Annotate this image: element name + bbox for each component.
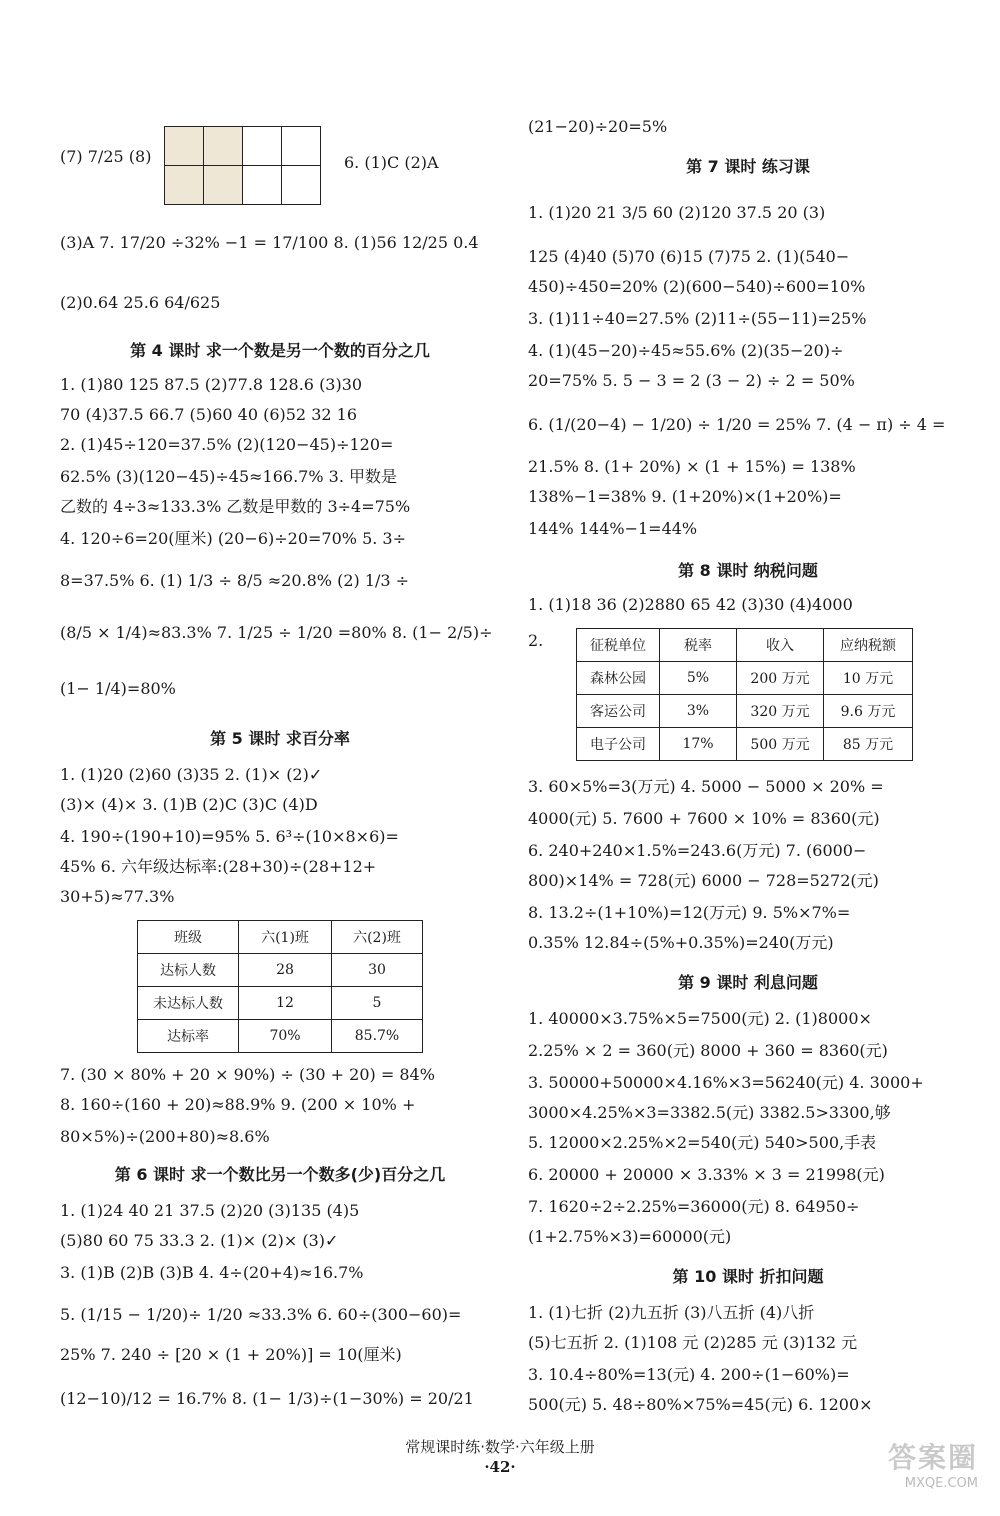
table-row	[138, 987, 423, 1020]
book-title: 常规课时练·数学·六年级上册	[405, 1438, 595, 1456]
answer-line: 1. (1)24 40 21 37.5 (2)20 (3)135 (4)5	[60, 1201, 360, 1220]
table-cell: 达标率	[138, 1020, 239, 1053]
table-cell: 5%	[660, 662, 737, 695]
answer-line: 4000(元) 5. 7600 + 7600 × 10% = 8360(元)	[528, 809, 880, 828]
answer-line: 7. (30 × 80% + 20 × 90%) ÷ (30 + 20) = 84%	[60, 1065, 435, 1084]
fraction-grid	[164, 126, 321, 205]
answer-line: 4. 190÷(190+10)=95% 5. 6³÷(10×8×6)=	[60, 827, 399, 846]
page-number: ·42·	[484, 1458, 516, 1476]
answer-line: 3. 50000+50000×4.16%×3=56240(元) 4. 3000+	[528, 1073, 924, 1092]
answer-line: 乙数的 4÷3≈133.3% 乙数是甲数的 3÷4=75%	[60, 497, 411, 516]
answer-line: 1. (1)20 21 3/5 60 (2)120 37.5 20 (3)	[528, 203, 826, 222]
answer-line: (3)A 7. 17/20 ÷32% −1 = 17/100 8. (1)56 12/25 0.4	[60, 233, 479, 252]
answer-line: 8=37.5% 6. (1) 1/3 ÷ 8/5 ≈20.8% (2) 1/3 ÷	[60, 571, 410, 590]
table-cell: 30	[332, 954, 423, 987]
table-cell: 森林公园	[577, 662, 660, 695]
answer-line: 6. 240+240×1.5%=243.6(万元) 7. (6000−	[528, 841, 867, 860]
answer-line: 2. (1)45÷120=37.5% (2)(120−45)÷120=	[60, 435, 394, 454]
table-cell: 320 万元	[737, 695, 824, 728]
answer-line: 6. 20000 + 20000 × 3.33% × 3 = 21998(元)	[528, 1165, 885, 1184]
answer-line: 1. (1)20 (2)60 (3)35 2. (1)× (2)✓	[60, 765, 323, 784]
answer-line: (8/5 × 1/4)≈83.3% 7. 1/25 ÷ 1/20 =80% 8. (1− 2/5)÷	[60, 623, 493, 642]
section-title-4: 第 4 课时 求一个数是另一个数的百分之几	[130, 341, 430, 360]
answer-line: 8. 160÷(160 + 20)≈88.9% 9. (200 × 10% +	[60, 1095, 416, 1114]
answer-line: 6. (1/(20−4) − 1/20) ÷ 1/20 = 25% 7. (4 − π) ÷ 4 =	[528, 415, 946, 434]
answer-line: 80×5%)÷(200+80)≈8.6%	[60, 1127, 270, 1146]
answer-line: 0.35% 12.84÷(5%+0.35%)=240(万元)	[528, 933, 834, 952]
table-cell: 未达标人数	[138, 987, 239, 1020]
answer-line: 8. 13.2÷(1+10%)=12(万元) 9. 5%×7%=	[528, 903, 851, 922]
answer-line: 4. (1)(45−20)÷45≈55.6% (2)(35−20)÷	[528, 341, 844, 360]
answer-line: 2.	[528, 631, 544, 650]
answer-line: (5)80 60 75 33.3 2. (1)× (2)× (3)✓	[60, 1231, 339, 1250]
answer-line: 3. 10.4÷80%=13(元) 4. 200÷(1−60%)=	[528, 1365, 850, 1384]
table-cell: 电子公司	[577, 728, 660, 761]
table-cell: 班级	[138, 921, 239, 954]
answer-line: 2.25% × 2 = 360(元) 8000 + 360 = 8360(元)	[528, 1041, 888, 1060]
table-row	[577, 662, 913, 695]
table-row	[577, 695, 913, 728]
answer-line: 125 (4)40 (5)70 (6)15 (7)75 2. (1)(540−	[528, 247, 850, 266]
answer-line: 5. (1/15 − 1/20)÷ 1/20 ≈33.3% 6. 60÷(300−60)=	[60, 1305, 462, 1324]
answer-line: 144% 144%−1=44%	[528, 519, 698, 538]
answer-line: 450)÷450=20% (2)(600−540)÷600=10%	[528, 277, 866, 296]
watermark-site: MXQE.COM	[904, 1476, 978, 1491]
answer-line: 1. 40000×3.75%×5=7500(元) 2. (1)8000×	[528, 1009, 872, 1028]
answer-line: (2)0.64 25.6 64/625	[60, 293, 221, 312]
table-cell: 500 万元	[737, 728, 824, 761]
answer-line: 21.5% 8. (1+ 20%) × (1 + 15%) = 138%	[528, 457, 856, 476]
answer-line: 7. 1620÷2÷2.25%=36000(元) 8. 64950÷	[528, 1197, 860, 1216]
section-title-6: 第 6 课时 求一个数比另一个数多(少)百分之几	[114, 1165, 446, 1184]
section-title-5: 第 5 课时 求百分率	[210, 729, 350, 748]
answer-line: 30+5)≈77.3%	[60, 887, 175, 906]
table-cell: 征税单位	[577, 629, 660, 662]
answer-line: 138%−1=38% 9. (1+20%)×(1+20%)=	[528, 487, 842, 506]
table-row	[577, 728, 913, 761]
section-title-7: 第 7 课时 练习课	[686, 157, 810, 176]
answer-line: 4. 120÷6=20(厘米) (20−6)÷20=70% 5. 3÷	[60, 529, 407, 548]
table-cell: 5	[332, 987, 423, 1020]
answer-line: 1. (1)18 36 (2)2880 65 42 (3)30 (4)4000	[528, 595, 853, 614]
answer-line: (1− 1/4)=80%	[60, 679, 176, 698]
table-cell: 28	[239, 954, 332, 987]
answer-line: 800)×14% = 728(元) 6000 − 728=5272(元)	[528, 871, 879, 890]
table-cell: 10 万元	[824, 662, 913, 695]
answer-line: (7) 7/25 (8)	[60, 147, 152, 166]
section-title-8: 第 8 课时 纳税问题	[678, 561, 818, 580]
table-cell: 9.6 万元	[824, 695, 913, 728]
answer-line: 6. (1)C (2)A	[344, 153, 439, 172]
table-cell: 达标人数	[138, 954, 239, 987]
table-cell: 应纳税额	[824, 629, 913, 662]
answer-line: 1. (1)七折 (2)九五折 (3)八五折 (4)八折	[528, 1303, 815, 1322]
answer-line: 45% 6. 六年级达标率:(28+30)÷(28+12+	[60, 857, 377, 876]
answer-line: 3. (1)11÷40=27.5% (2)11÷(55−11)=25%	[528, 309, 867, 328]
answer-line: (12−10)/12 = 16.7% 8. (1− 1/3)÷(1−30%) = 20/21	[60, 1389, 474, 1408]
answer-line: 3. 60×5%=3(万元) 4. 5000 − 5000 × 20% =	[528, 777, 884, 796]
answer-line: 500(元) 5. 48÷80%×75%=45(元) 6. 1200×	[528, 1395, 873, 1414]
section-title-9: 第 9 课时 利息问题	[678, 973, 818, 992]
table-row	[577, 629, 913, 662]
answer-line: 3. (1)B (2)B (3)B 4. 4÷(20+4)≈16.7%	[60, 1263, 364, 1282]
watermark-logo	[838, 1436, 978, 1498]
watermark-text: 答案圈	[887, 1441, 978, 1474]
table-cell: 六(1)班	[239, 921, 332, 954]
table-cell: 200 万元	[737, 662, 824, 695]
table-cell: 3%	[660, 695, 737, 728]
table-row	[138, 954, 423, 987]
table-cell: 税率	[660, 629, 737, 662]
table-row	[138, 921, 423, 954]
table-cell: 85 万元	[824, 728, 913, 761]
answer-line: 25% 7. 240 ÷ [20 × (1 + 20%)] = 10(厘米)	[60, 1345, 402, 1364]
answer-line: (3)× (4)× 3. (1)B (2)C (3)C (4)D	[60, 795, 318, 814]
answer-line: 62.5% (3)(120−45)÷45≈166.7% 3. 甲数是	[60, 467, 397, 486]
answer-line: (21−20)÷20=5%	[528, 117, 668, 136]
table-cell: 70%	[239, 1020, 332, 1053]
answer-line: 1. (1)80 125 87.5 (2)77.8 128.6 (3)30	[60, 375, 363, 394]
table-cell: 17%	[660, 728, 737, 761]
table-row	[138, 1020, 423, 1053]
answer-line: 5. 12000×2.25%×2=540(元) 540>500,手表	[528, 1133, 877, 1152]
table-cell: 12	[239, 987, 332, 1020]
answer-line: 3000×4.25%×3=3382.5(元) 3382.5>3300,够	[528, 1103, 891, 1122]
pass-rate-table	[137, 920, 423, 1053]
answer-line: (5)七五折 2. (1)108 元 (2)285 元 (3)132 元	[528, 1333, 858, 1352]
answer-line: 70 (4)37.5 66.7 (5)60 40 (6)52 32 16	[60, 405, 357, 424]
table-cell: 客运公司	[577, 695, 660, 728]
section-title-10: 第 10 课时 折扣问题	[672, 1267, 824, 1286]
table-cell: 收入	[737, 629, 824, 662]
answer-line: (1+2.75%×3)=60000(元)	[528, 1227, 732, 1246]
table-cell: 85.7%	[332, 1020, 423, 1053]
answer-line: 20=75% 5. 5 − 3 = 2 (3 − 2) ÷ 2 = 50%	[528, 371, 855, 390]
table-cell: 六(2)班	[332, 921, 423, 954]
tax-table	[576, 628, 913, 761]
